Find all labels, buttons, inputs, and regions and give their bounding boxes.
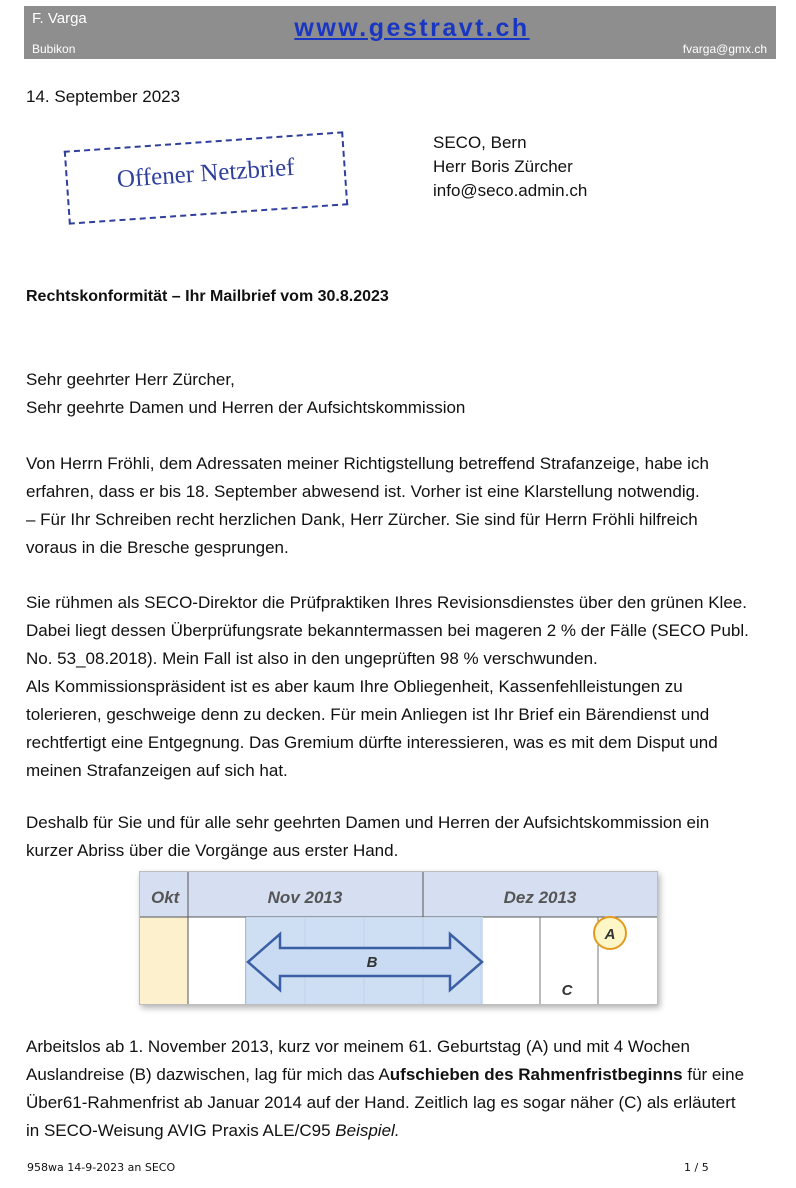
text-line: Über61-Rahmenfrist ab Januar 2014 auf der Hand. Zeitlich lag es sogar näher (C) als erläutert: [26, 1093, 736, 1112]
website-link[interactable]: www.gestravt.ch: [294, 14, 530, 42]
month-label-nov: Nov 2013: [267, 888, 343, 907]
footer-reference: 958wa 14-9-2023 an SECO: [27, 1161, 176, 1174]
marker-a: A: [604, 926, 616, 943]
text-segment: in SECO-Weisung AVIG Praxis ALE/C95: [26, 1121, 336, 1140]
letter-subject: Rechtskonformität – Ihr Mailbrief vom 30.8.2023: [26, 288, 389, 305]
recipient-address: [433, 131, 587, 203]
text-line: voraus in die Bresche gesprungen.: [26, 538, 289, 557]
greeting: [26, 366, 465, 422]
text-segment: Auslandreise (B) dazwischen, lag für mich das A: [26, 1065, 390, 1084]
timeline-graphic: [139, 871, 658, 1005]
recipient-line: Herr Boris Zürcher: [433, 157, 573, 176]
page-number: 1 / 5: [684, 1161, 709, 1174]
text-line: tolerieren, geschweige denn zu decken. Für mein Anliegen ist Ihr Brief ein Bärendienst und: [26, 705, 710, 724]
recipient-line[interactable]: info@seco.admin.ch: [433, 181, 588, 200]
text-line: [26, 1117, 744, 1145]
month-label-dez: Dez 2013: [503, 888, 577, 907]
marker-b: B: [366, 954, 378, 971]
text-line: rechtfertigt eine Entgegnung. Das Gremium dürfte interessieren, was es mit dem Disput und: [26, 733, 718, 752]
letterhead-banner: [24, 6, 776, 59]
text-line: – Für Ihr Schreiben recht herzlichen Dank, Herr Zürcher. Sie sind für Herrn Fröhli hilfreich: [26, 510, 698, 529]
timeline-header-band: [140, 872, 657, 917]
sender-name: F. Varga: [32, 10, 87, 27]
text-line: Deshalb für Sie und für alle sehr geehrten Damen und Herren der Aufsichtskommission ein: [26, 813, 710, 832]
text-line: Von Herrn Fröhli, dem Adressaten meiner Richtigstellung betreffend Strafanzeige, habe ich: [26, 454, 709, 473]
paragraph-4: [26, 1033, 744, 1145]
text-line: No. 53_08.2018). Mein Fall ist also in den ungeprüften 98 % verschwunden.: [26, 649, 598, 668]
sender-city: Bubikon: [32, 42, 76, 56]
open-letter-stamp: [64, 131, 348, 224]
text-line: Sie rühmen als SECO-Direktor die Prüfpraktiken Ihres Revisionsdienstes über den grünen Klee.: [26, 593, 747, 612]
sender-email: fvarga@gmx.ch: [682, 42, 767, 56]
text-line: Als Kommissionspräsident ist es aber kaum Ihre Obliegenheit, Kassenfehlleistungen zu: [26, 677, 683, 696]
text-line: Arbeitslos ab 1. November 2013, kurz vor meinem 61. Geburtstag (A) und mit 4 Wochen: [26, 1037, 690, 1056]
month-label-okt: Okt: [151, 888, 180, 907]
text-line: Dabei liegt dessen Überprüfungsrate bekanntermassen bei mageren 2 % der Fälle (SECO Publ.: [26, 621, 749, 640]
paragraph-3: [26, 809, 709, 865]
text-segment: für eine: [682, 1065, 745, 1084]
italic-emphasis: Beispiel.: [335, 1121, 400, 1140]
text-line: [26, 1061, 744, 1089]
bold-emphasis: ufschieben des Rahmenfristbeginns: [389, 1065, 683, 1084]
recipient-line: SECO, Bern: [433, 133, 527, 152]
text-line: erfahren, dass er bis 18. September abwesend ist. Vorher ist eine Klarstellung notwendig.: [26, 482, 700, 501]
okt-column: [140, 917, 188, 1004]
website-link-wrapper: [24, 14, 796, 43]
greeting-line: Sehr geehrte Damen und Herren der Aufsichtskommission: [26, 398, 466, 417]
paragraph-1: [26, 450, 709, 562]
text-line: meinen Strafanzeigen auf sich hat.: [26, 761, 288, 780]
letter-date: 14. September 2023: [26, 87, 181, 106]
paragraph-2: [26, 589, 749, 785]
stamp-text: Offener Netzbrief: [116, 153, 296, 194]
marker-c: C: [561, 982, 573, 999]
text-line: kurzer Abriss über die Vorgänge aus erster Hand.: [26, 841, 399, 860]
greeting-line: Sehr geehrter Herr Zürcher,: [26, 370, 235, 389]
timeline-svg: [140, 872, 657, 1004]
